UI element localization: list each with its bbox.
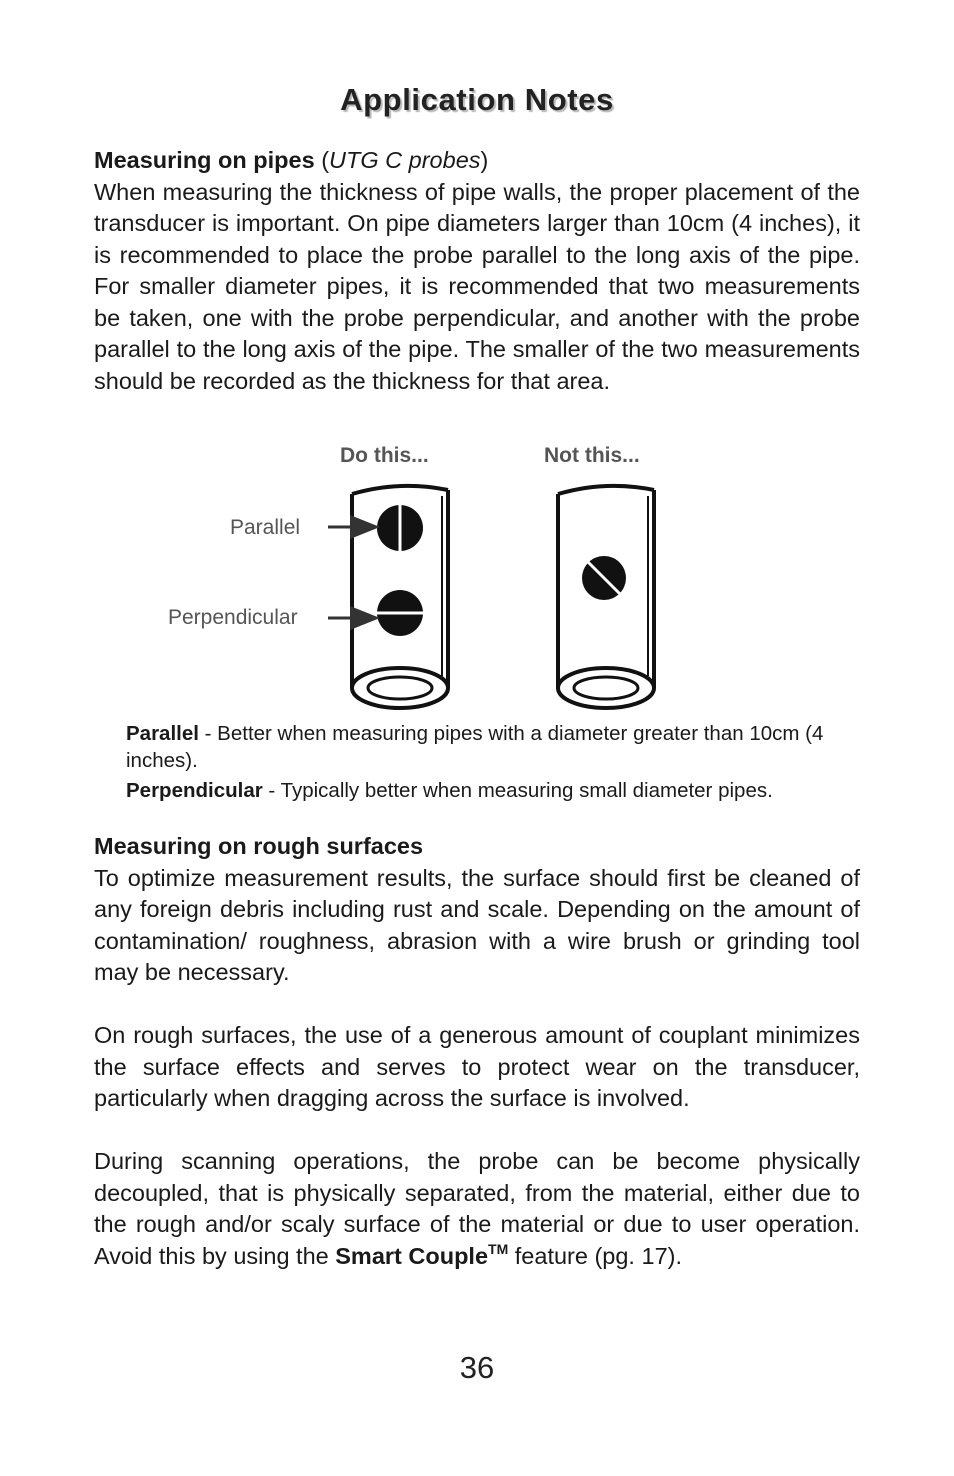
rough-paragraph-3 xyxy=(94,1146,860,1275)
bad-pipe xyxy=(558,486,654,708)
perpendicular-caption xyxy=(126,777,866,804)
pipes-section xyxy=(94,145,860,397)
parallel-caption-term: Parallel xyxy=(126,722,199,745)
smart-couple-term: Smart Couple xyxy=(335,1242,489,1269)
perpendicular-probe-icon xyxy=(376,590,424,636)
parallel-probe-icon xyxy=(377,504,423,552)
diagonal-probe-icon xyxy=(582,556,626,600)
rough-paragraph-3-end: feature (pg. 17). xyxy=(508,1242,682,1269)
rough-paragraph-2: On rough surfaces, the use of a generous amount of couplant minimizes the surface effects and serves to protect wear on the transducer, particularly when dragging across the surface is involved. xyxy=(94,1022,860,1111)
not-this-label: Not this... xyxy=(544,444,640,467)
page-number: 36 xyxy=(459,1350,495,1385)
pipe-probe-figure xyxy=(160,436,680,721)
pipes-heading-italic: UTG C probes xyxy=(329,147,481,173)
pipes-heading-close: ) xyxy=(480,147,489,173)
pipes-heading-bold: Measuring on pipes xyxy=(94,147,315,173)
rough-paragraph-3-start: During scanning operations, the probe can be become physically decoupled, that is physically separated, from the material, either due to the rough and/or scaly surface of the material or due to user operation. Avoid this by using the xyxy=(94,1148,860,1269)
pipe-probe-diagram xyxy=(160,436,680,721)
pipes-heading-open: ( xyxy=(314,147,330,173)
trademark-mark: TM xyxy=(488,1240,509,1257)
parallel-caption-text: - Better when measuring pipes with a diameter greater than 10cm (4 inches). xyxy=(126,722,824,772)
figure-captions xyxy=(126,720,866,804)
perpendicular-caption-text: - Typically better when measuring small diameter pipes. xyxy=(262,779,773,802)
rough-paragraph-1: To optimize measurement results, the surface should first be cleaned of any foreign debris including rust and scale. Depending on the amount of contamination/ roughness, abrasion with a wire brush or grinding tool may be necessary. xyxy=(94,864,860,985)
do-this-label: Do this... xyxy=(340,444,429,467)
pipes-heading xyxy=(94,145,860,177)
rough-heading: Measuring on rough surfaces xyxy=(94,833,424,859)
parallel-label: Parallel xyxy=(230,516,301,539)
good-pipe xyxy=(328,486,448,708)
pipes-body: When measuring the thickness of pipe walls, the proper placement of the transducer is important. On pipe diameters larger than 10cm (4 inches), it is recommended to place the probe parallel to the long axis of the pipe. For smaller diameter pipes, it is recommended that two measurements be taken, one with the probe perpendicular, and another with the probe parallel to the long axis of the pipe. The smaller of the two measurements should be recorded as the thickness for that area. xyxy=(94,178,860,394)
rough-section xyxy=(94,831,860,1275)
perpendicular-caption-term: Perpendicular xyxy=(126,779,263,802)
page-title: Application Notes xyxy=(340,82,614,117)
parallel-caption xyxy=(126,720,866,774)
perpendicular-label: Perpendicular xyxy=(168,606,298,629)
